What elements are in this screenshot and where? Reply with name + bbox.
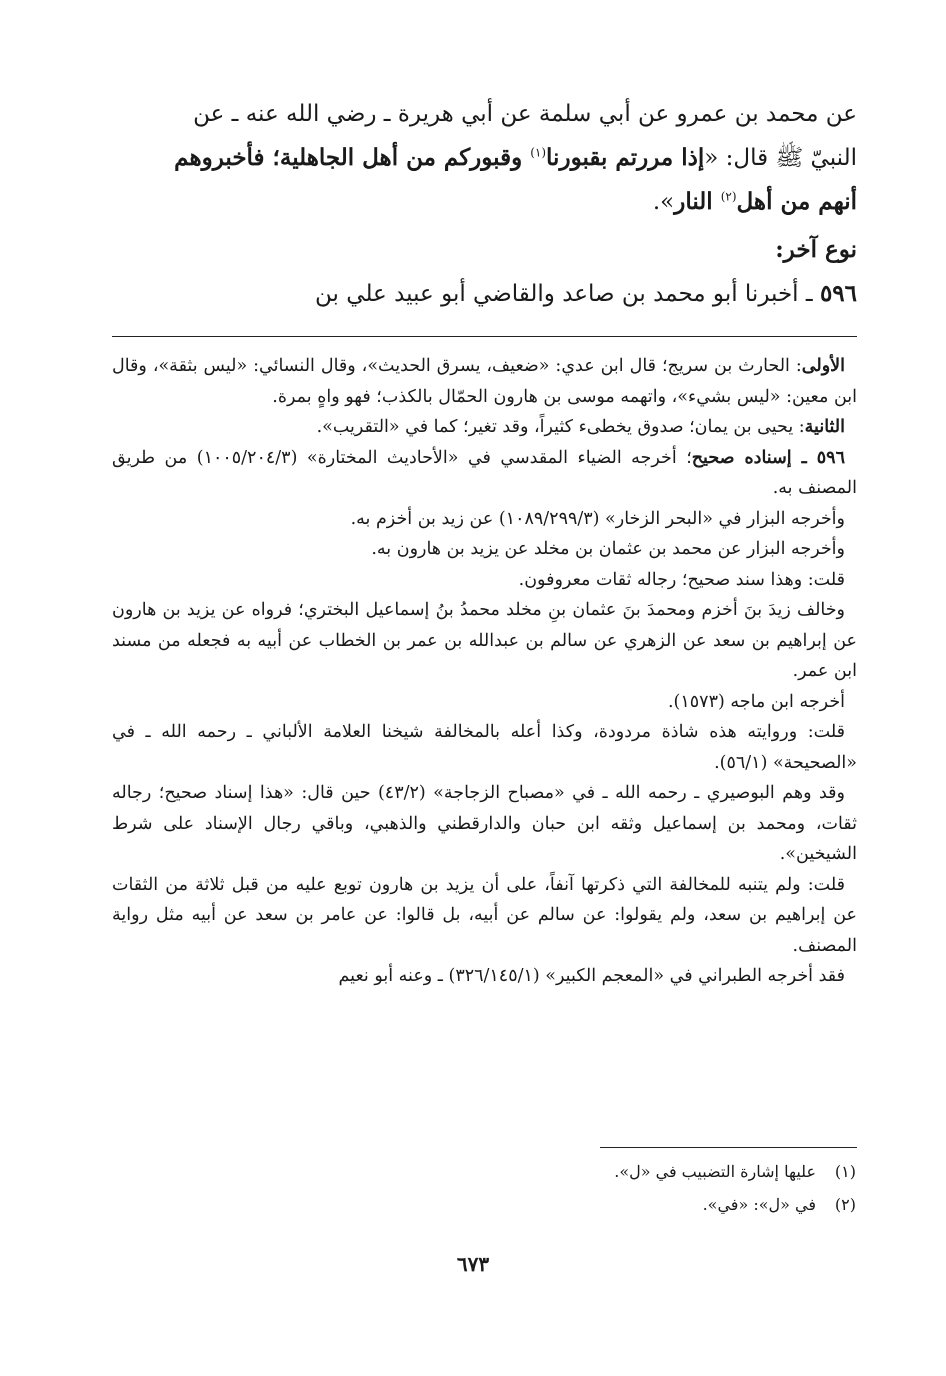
footnote-number: (١) (834, 1162, 856, 1181)
hadith-close-quote: ». (652, 189, 675, 215)
note-paragraph: قلت: ولم يتنبه للمخالفة التي ذكرتها آنفاً، على أن يزيد بن هارون توبع عليه من قبل ثلاثة من الثقات عن إبراهيم بن سعد، ولم يقولوا: عن سالم عن أبيه، بل قالوا: عن عامر بن سعد عن أبيه مثل رواية المصنف. (112, 874, 857, 956)
note-paragraph: وأخرجه البزار عن محمد بن عثمان بن مخلد عن يزيد بن هارون به. (371, 539, 845, 559)
note-label: الثانية (804, 417, 845, 437)
note-text: : يحيى بن يمان؛ صدوق يخطىء كثيراً، وقد تغير؛ كما في «التقريب». (316, 417, 805, 437)
main-line-2-intro: النبيّ ﷺ قال: « (704, 145, 857, 171)
note-paragraph: قلت: وروايته هذه شاذة مردودة، وكذا أعله بالمخالفة شيخنا العلامة الألباني ـ رحمه الله ـ في «الصحيحة» (٥٦/١). (112, 722, 857, 773)
note-paragraph: قلت: وهذا سند صحيح؛ رجاله ثقات معروفون. (518, 569, 845, 590)
footnote-ref-2[interactable]: (٢) (720, 189, 737, 204)
note-text: : الحارث بن سريج؛ قال ابن عدي: «ضعيف، يسرق الحديث»، وقال النسائي: «ليس بثقة»، وقال ابن معين: «ليس بشيء»، واتهمه موسى بن هارون الحمّال بالكذب؛ فهو واهٍ بمرة. (112, 356, 857, 407)
page-number: ٦٧٣ (456, 1252, 490, 1276)
note-paragraph: وأخرجه البزار في «البحر الزخار» (١٠٨٩/٢٩٩/٣) عن زيد بن أخزم به. (350, 508, 845, 529)
note-paragraph (112, 351, 857, 412)
note-paragraph: فقد أخرجه الطبراني في «المعجم الكبير» (٣٢٦/١٤٥/١) ـ وعنه أبو نعيم (338, 966, 845, 986)
hadith-text-part-3: أنهم من أهل (736, 188, 857, 215)
main-line-3 (112, 180, 857, 224)
section-heading-text: نوع آخر: (775, 236, 857, 263)
footnote-2 (456, 1195, 856, 1214)
hadith-text-part-2: وقبوركم من أهل الجاهلية؛ فأخبروهم (174, 144, 531, 171)
hadith-text-part-1: إذا مررتم بقبورنا (546, 144, 705, 171)
commentary (112, 351, 857, 992)
main-line-5 (112, 272, 857, 316)
main-line-2 (112, 136, 857, 180)
note-paragraph (112, 443, 857, 504)
note-text: ؛ أخرجه الضياء المقدسي في «الأحاديث المختارة» (١٠٠٥/٢٠٤/٣) من طريق المصنف به. (112, 447, 857, 498)
note-paragraph: وخالف زيدَ بنَ أخزم ومحمدَ بنَ عثمان بنِ مخلد محمدُ بنُ إسماعيل البختري؛ فرواه عن يزيد بن هارون عن إبراهيم بن سعد عن الزهري عن سالم بن عبدالله بن عمر بن الخطاب عن أبيه به فجعله من مسند ابن عمر. (112, 600, 857, 681)
hadith-text-part-4: النار (674, 188, 721, 215)
main-line-1: عن محمد بن عمرو عن أبي سلمة عن أبي هريرة ـ رضي الله عنه ـ عن (193, 101, 857, 127)
page-body (112, 92, 857, 992)
note-paragraph: أخرجه ابن ماجه (١٥٧٣). (667, 691, 845, 712)
footnote-ref-1[interactable]: (١) (530, 145, 547, 160)
footnote-text: في «ل»: «في». (702, 1195, 816, 1214)
footnote-number: (٢) (834, 1195, 856, 1214)
main-text (112, 92, 857, 316)
isnad-text: ـ أخبرنا أبو محمد بن صاعد والقاضي أبو عبيد علي بن (315, 281, 820, 307)
section-heading (112, 228, 857, 272)
footnote-separator (600, 1147, 857, 1148)
note-label: الأولى (801, 356, 845, 376)
footnote-1 (456, 1162, 856, 1181)
note-paragraph (112, 412, 857, 443)
hadith-number: ٥٩٦ (819, 280, 857, 307)
note-paragraph: وقد وهم البوصيري ـ رحمه الله ـ في «مصباح الزجاجة» (٤٣/٢) حين قال: «هذا إسناد صحيح؛ رجاله ثقات، ومحمد بن إسماعيل وثقه ابن حبان والدارقطني والذهبي، وباقي رجال الإسناد على شرط الشيخين». (112, 783, 857, 864)
note-label: ٥٩٦ ـ إسناده صحيح (691, 447, 845, 468)
notes-separator (112, 336, 857, 337)
footnote-text: عليها إشارة التضبيب في «ل». (614, 1162, 816, 1181)
